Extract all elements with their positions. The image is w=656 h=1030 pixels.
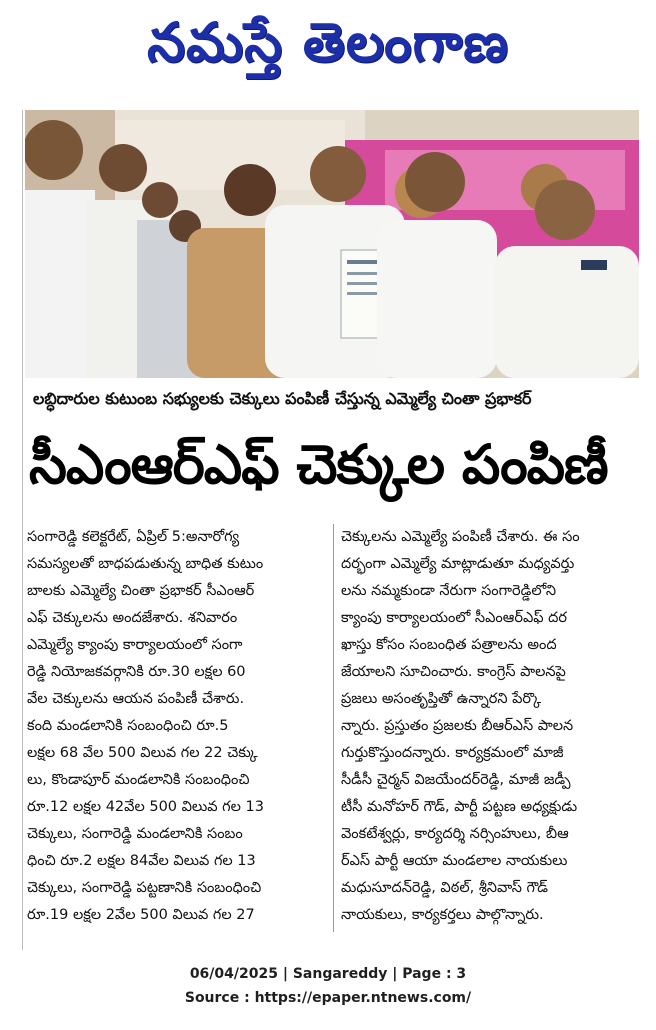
article-line: రెడ్డి నియోజకవర్గానికి రూ.30 లక్షల 60 (27, 664, 246, 680)
article-line: క్యాంపు కార్యాలయంలో సీఎంఆర్‌ఎఫ్ దర (341, 610, 568, 626)
article-line: లక్షల 68 వేల 500 విలువ గల 22 చెక్కు (27, 745, 258, 761)
article-line: సీడీసీ చైర్మన్ విజయేందర్‌రెడ్డి, మాజీ జడ్పీ (341, 772, 571, 788)
article-line: చెక్కులు, సంగారెడ్డి పట్టణానికి సంబంధించి (27, 880, 262, 896)
article-line: గుర్తుకొస్తుందన్నారు. కార్యక్రమంలో మాజీ (341, 745, 564, 761)
photo-caption: లబ్ధిదారుల కుటుంబ సభ్యులకు చెక్కులు పంపిణీ చేస్తున్న ఎమ్మెల్యే చింతా ప్రభాకర్ (33, 389, 532, 408)
article-line: ధించి రూ.2 లక్షల 84వేల విలువ గల 13 (27, 853, 256, 869)
article-line: లు, కొండాపూర్ మండలానికి సంబంధించి (27, 772, 250, 788)
masthead (0, 0, 656, 98)
footer-date-line: 06/04/2025 | Sangareddy | Page : 3 (189, 966, 467, 982)
article-column-right (341, 524, 633, 929)
column-divider (333, 524, 334, 932)
article-line: ప్రజలు అసంతృప్తితో ఉన్నారని పేర్కొ (341, 691, 542, 707)
article-line: ఎఫ్ చెక్కులను అందజేశారు. శనివారం (27, 610, 238, 626)
article-line: చెక్కులను ఎమ్మెల్యే పంపిణీ చేశారు. ఈ సం (341, 529, 580, 545)
article-headline: సీఎంఆర్‌ఎఫ్ చెక్కుల పంపిణీ (29, 433, 608, 496)
article-line: సంగారెడ్డి కలెక్టరేట్, ఏప్రిల్ 5:అనారోగ్య (27, 529, 240, 545)
article-line: ర్‌ఎస్ పార్టీ ఆయా మండలాల నాయకులు (341, 853, 568, 869)
news-photo (25, 110, 639, 378)
article-line: బాలకు ఎమ్మెల్యే చింతా ప్రభాకర్ సీఎంఆర్ (27, 583, 255, 599)
news-clipping (22, 110, 643, 950)
article-line: కంది మండలానికి సంబంధించి రూ.5 (27, 718, 229, 734)
article-line: వెంకటేశ్వర్లు, కార్యదర్శి నర్సింహులు, బీఆ (341, 826, 569, 842)
article-column-left (27, 524, 319, 929)
article-line: ఖాస్తు కోసం సంబంధిత పత్రాలను అంద (341, 637, 557, 653)
article-line: రూ.12 లక్షల 42వేల 500 విలువ గల 13 (27, 799, 264, 815)
article-line: జేయాలని సూచించారు. కాంగ్రెస్ పాలనపై (341, 664, 566, 680)
article-line: మధుసూదన్‌రెడ్డి, విఠల్, శ్రీనివాస్ గౌడ్ (341, 880, 548, 896)
article-line: ఎమ్మెల్యే క్యాంపు కార్యాలయంలో సంగా (27, 637, 243, 653)
article-line: టీసీ మనోహర్ గౌడ్, పార్టీ పట్టణ అధ్యక్షుడు (341, 799, 578, 815)
article-line: దర్భంగా ఎమ్మెల్యే మాట్లాడుతూ మధ్యవర్తు (341, 556, 575, 572)
article-line: లను నమ్మకుండా నేరుగా సంగారెడ్డిలోని (341, 583, 557, 599)
footer-source-line: Source : https://epaper.ntnews.com/ (184, 990, 472, 1006)
article-line: సమస్యలతో బాధపడుతున్న బాధిత కుటుం (27, 556, 264, 572)
article-line: న్నారు. ప్రస్తుతం ప్రజలకు బీఆర్‌ఎస్ పాలన (341, 718, 574, 734)
article-line: రూ.19 లక్షల 2వేల 500 విలువ గల 27 (27, 907, 255, 923)
masthead-title: నమస్తే తెలంగాణ (147, 10, 509, 74)
article-line: చెక్కులు, సంగారెడ్డి మండలానికి సంబం (27, 826, 243, 842)
article-line: వేల చెక్కులను ఆయన పంపిణీ చేశారు. (27, 691, 245, 707)
article-line: నాయకులు, కార్యకర్తలు పాల్గొన్నారు. (341, 907, 544, 923)
